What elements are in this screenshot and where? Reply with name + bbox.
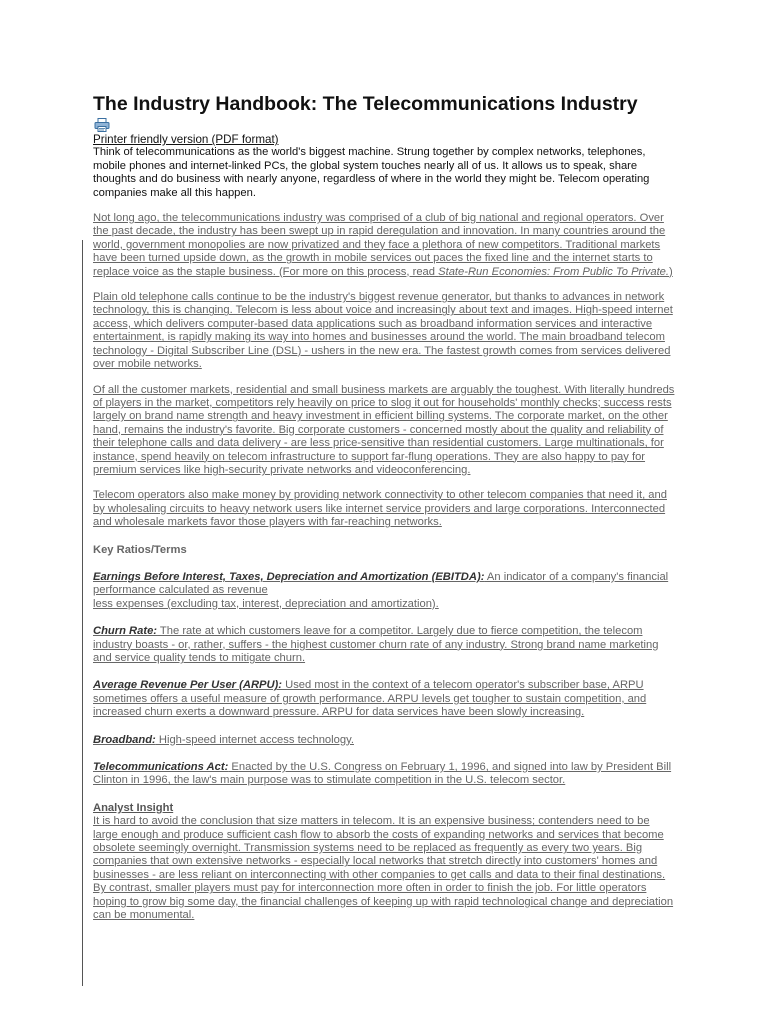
- state-run-economies-link[interactable]: State-Run Economies: From Public To Private.: [438, 265, 670, 278]
- term-arpu: [93, 679, 676, 719]
- paragraph-4: Telecom operators also make money by providing network connectivity to other telecom companies that need it, and by wholesaling circuits to heavy network users like internet service providers and large corporations. Interconnected and wholesale markets favor those players with far-reaching networks.: [93, 489, 667, 529]
- term-arpu-title: Average Revenue Per User (ARPU):: [93, 679, 283, 692]
- analyst-insight-text: It is hard to avoid the conclusion that size matters in telecom. It is an expensive business; contenders need to be large enough and produce sufficient cash flow to absorb the costs of expanding networks and services that become obsolete seemingly overnight. Transmission systems need to be replaced as frequently as every two years. Big companies that own extensive networks - especially local networks that stretch directly into customers' homes and businesses - are less reliant on interconnecting with other companies to get calls and data to their final destinations. By contrast, smaller players must pay for interconnection more often in order to finish the job. For little operators hoping to grow big some day, the financial challenges of keeping up with rapid technological change and depreciation can be monumental.: [93, 815, 674, 922]
- printer-friendly-link[interactable]: Printer friendly version (PDF format): [93, 133, 279, 146]
- paragraph-1-text: Not long ago, the telecommunications industry was comprised of a club of big national and regional operators. Over the past decade, the industry has been swept up in rapid deregulation and innovation. In many countries around the world, government monopolies are now privatized and they face a plethora of new competitors. Traditional markets have been turned upside down, as the growth in mobile services out paces the fixed line and the internet starts to replace voice as the staple business. (For more on this process, read: [93, 212, 666, 278]
- term-broadband: [93, 734, 676, 747]
- term-ebitda-def-1: An indicator of a company's financial performance calculated as revenue: [93, 570, 669, 597]
- paragraph-2: Plain old telephone calls continue to be the industry's biggest revenue generator, but thanks to advances in network technology, this is changing. Telecom is less about voice and increasingly about text and images. High-speed internet access, which delivers computer-based data applications such as broadband information services and interactive entertainment, is rapidly making its way into homes and businesses around the world. The main broadband telecom technology - Digital Subscriber Line (DSL) - ushers in the new era. The fastest growth comes from services delivered over mobile networks.: [93, 291, 673, 371]
- term-churn-def: The rate at which customers leave for a competitor. Largely due to fierce competition, the telecom industry boasts - or, rather, suffers - the highest customer churn rate of any industry. Strong brand name marketing and service quality tends to mitigate churn.: [93, 625, 659, 664]
- term-ebitda-title: Earnings Before Interest, Taxes, Depreciation and Amortization (EBITDA):: [93, 570, 485, 583]
- analyst-insight: [93, 802, 676, 923]
- term-broadband-title: Broadband:: [93, 733, 156, 746]
- key-ratios-heading: Key Ratios/Terms: [93, 543, 187, 556]
- intro-paragraph: Think of telecommunications as the world's biggest machine. Strung together by complex networks, telephones, mobile phones and internet-linked PCs, the global system touches nearly all of us. It allows us to speak, share thoughts and do business with nearly anyone, regardless of where in the world they might be. Telecom operating companies make all this happen.: [93, 146, 650, 199]
- paragraph-3: Of all the customer markets, residential and small business markets are arguably the toughest. With literally hundreds of players in the market, competitors rely heavily on price to slog it out for households' monthly checks; success rests largely on brand name strength and heavy investment in efficient billing systems. The corporate market, on the other hand, remains the industry's favorite. Big corporate customers - concerned mostly about the quality and reliability of their telephone calls and data delivery - are less price-sensitive than residential customers. Large multinationals, for instance, spend heavily on telecom infrastructure to support far-flung operations. They are also happy to pay for premium services like high-security private networks and videoconferencing.: [93, 383, 675, 476]
- term-telecom-act-def: Enacted by the U.S. Congress on February 1, 1996, and signed into law by President Bill Clinton in 1996, the law's main purpose was to stimulate competition in the U.S. telecom sector.: [93, 761, 672, 787]
- term-ebitda: [93, 571, 676, 611]
- paragraph-1-end: ): [669, 265, 673, 278]
- left-divider: [82, 240, 83, 986]
- term-broadband-def: High-speed internet access technology.: [155, 733, 354, 746]
- term-ebitda-def-2: less expenses (excluding tax, interest, depreciation and amortization).: [93, 597, 439, 610]
- article: [93, 92, 676, 923]
- paragraph-1: [93, 212, 676, 279]
- page-title: The Industry Handbook: The Telecommunications Industry: [93, 93, 638, 115]
- printer-icon[interactable]: [94, 118, 110, 132]
- term-churn: [93, 625, 676, 665]
- term-churn-title: Churn Rate:: [93, 625, 158, 638]
- term-telecom-act: [93, 761, 676, 788]
- term-arpu-def: Used most in the context of a telecom operator's subscriber base, ARPU sometimes offers a useful measure of growth performance. ARPU levels get tougher to sustain competition, and increased churn exerts a downward pressure. ARPU for data services have been slowly increasing.: [93, 679, 647, 719]
- analyst-insight-title: Analyst Insight: [93, 801, 174, 814]
- term-telecom-act-title: Telecommunications Act:: [93, 761, 229, 774]
